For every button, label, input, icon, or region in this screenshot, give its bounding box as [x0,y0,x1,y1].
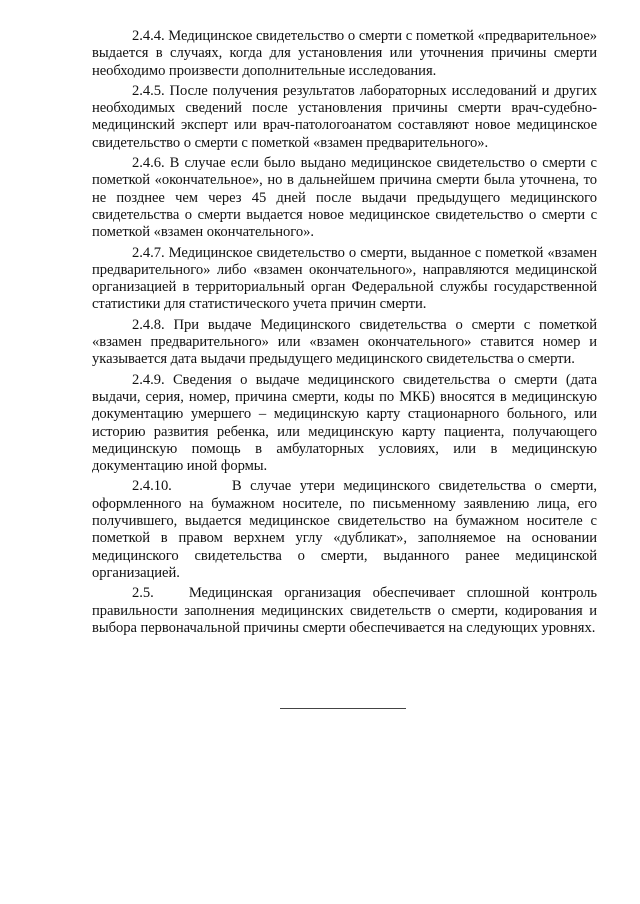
paragraph-2-4-6 [92,155,597,241]
paragraph-number: 2.4.8. [132,316,165,333]
paragraph-text: Медицинское свидетельство о смерти, выданное с пометкой «взамен предварительного» либо «взамен окончательного», направляются медицинской организацией в территориальный орган Федеральной службы государственной статистики для статистического учета причин смерти. [92,244,597,313]
paragraph-text: В случае утери медицинского свидетельства о смерти, оформленного на бумажном носителе, по письменному заявлению лица, его получившего, выдается медицинское свидетельство на бумажном носителе с пометкой в правом верхнем углу «дубликат», заполняемое на основании медицинского свидетельства о смерти, выданного ранее медицинской организацией. [92,478,597,581]
paragraph-2-4-7 [92,245,597,314]
paragraph-2-5 [92,585,597,637]
paragraph-text: При выдаче Медицинского свидетельства о смерти с пометкой «взамен предварительного» или «взамен окончательного» ставится номер и указывается дата выдачи предыдущего медицинского свидетельства о смерти. [92,316,597,368]
paragraph-text: Медицинское свидетельство о смерти с пометкой «предварительное» выдается в случаях, когда для установления или уточнения причины смерти необходимо произвести дополнительные исследования. [92,28,597,79]
paragraph-text: В случае если было выдано медицинское свидетельство о смерти с пометкой «окончательное», но в дальнейшем причина смерти была уточнена, то не позднее чем через 45 дней после выдачи предыдущего медицинского свидетельства о смерти выдается новое медицинское свидетельство о смерти с пометкой «взамен окончательного». [92,155,597,241]
paragraph-number: 2.4.10. [132,478,172,495]
paragraph-2-4-8 [92,317,597,369]
paragraph-text: Медицинская организация обеспечивает сплошной контроль правильности заполнения медицинских свидетельств о смерти, кодирования и выбора первоначальной причины смерти обеспечивается на следующих уровнях. [92,585,597,636]
document-page [92,28,597,640]
paragraph-text: Сведения о выдаче медицинского свидетельства о смерти (дата выдачи, серия, номер, причина смерти, коды по МКБ) вносятся в медицинскую документацию умершего – медицинскую карту стационарного больного, или историю развития ребенка, или медицинскую карту пациента, получающего медицинскую помощь в амбулаторных условиях, или в медицинскую документацию иной формы. [92,371,597,475]
paragraph-number: 2.4.6. [132,155,165,172]
end-divider-line [280,708,406,709]
paragraph-number: 2.4.5. [132,82,165,99]
paragraph-2-4-10 [92,478,597,582]
paragraph-text: После получения результатов лабораторных исследований и других необходимых сведений после установления причины смерти врач-судебно-медицинский эксперт или врач-патологоанатом составляют новое медицинское свидетельство о смерти с пометкой «взамен предварительного». [92,82,597,151]
paragraph-number: 2.4.9. [132,371,165,388]
paragraph-2-4-4 [92,28,597,80]
paragraph-2-4-9 [92,372,597,476]
paragraph-number: 2.4.4. [132,28,165,44]
paragraph-number: 2.5. [132,585,154,602]
paragraph-number: 2.4.7. [132,244,165,261]
paragraph-2-4-5 [92,83,597,152]
